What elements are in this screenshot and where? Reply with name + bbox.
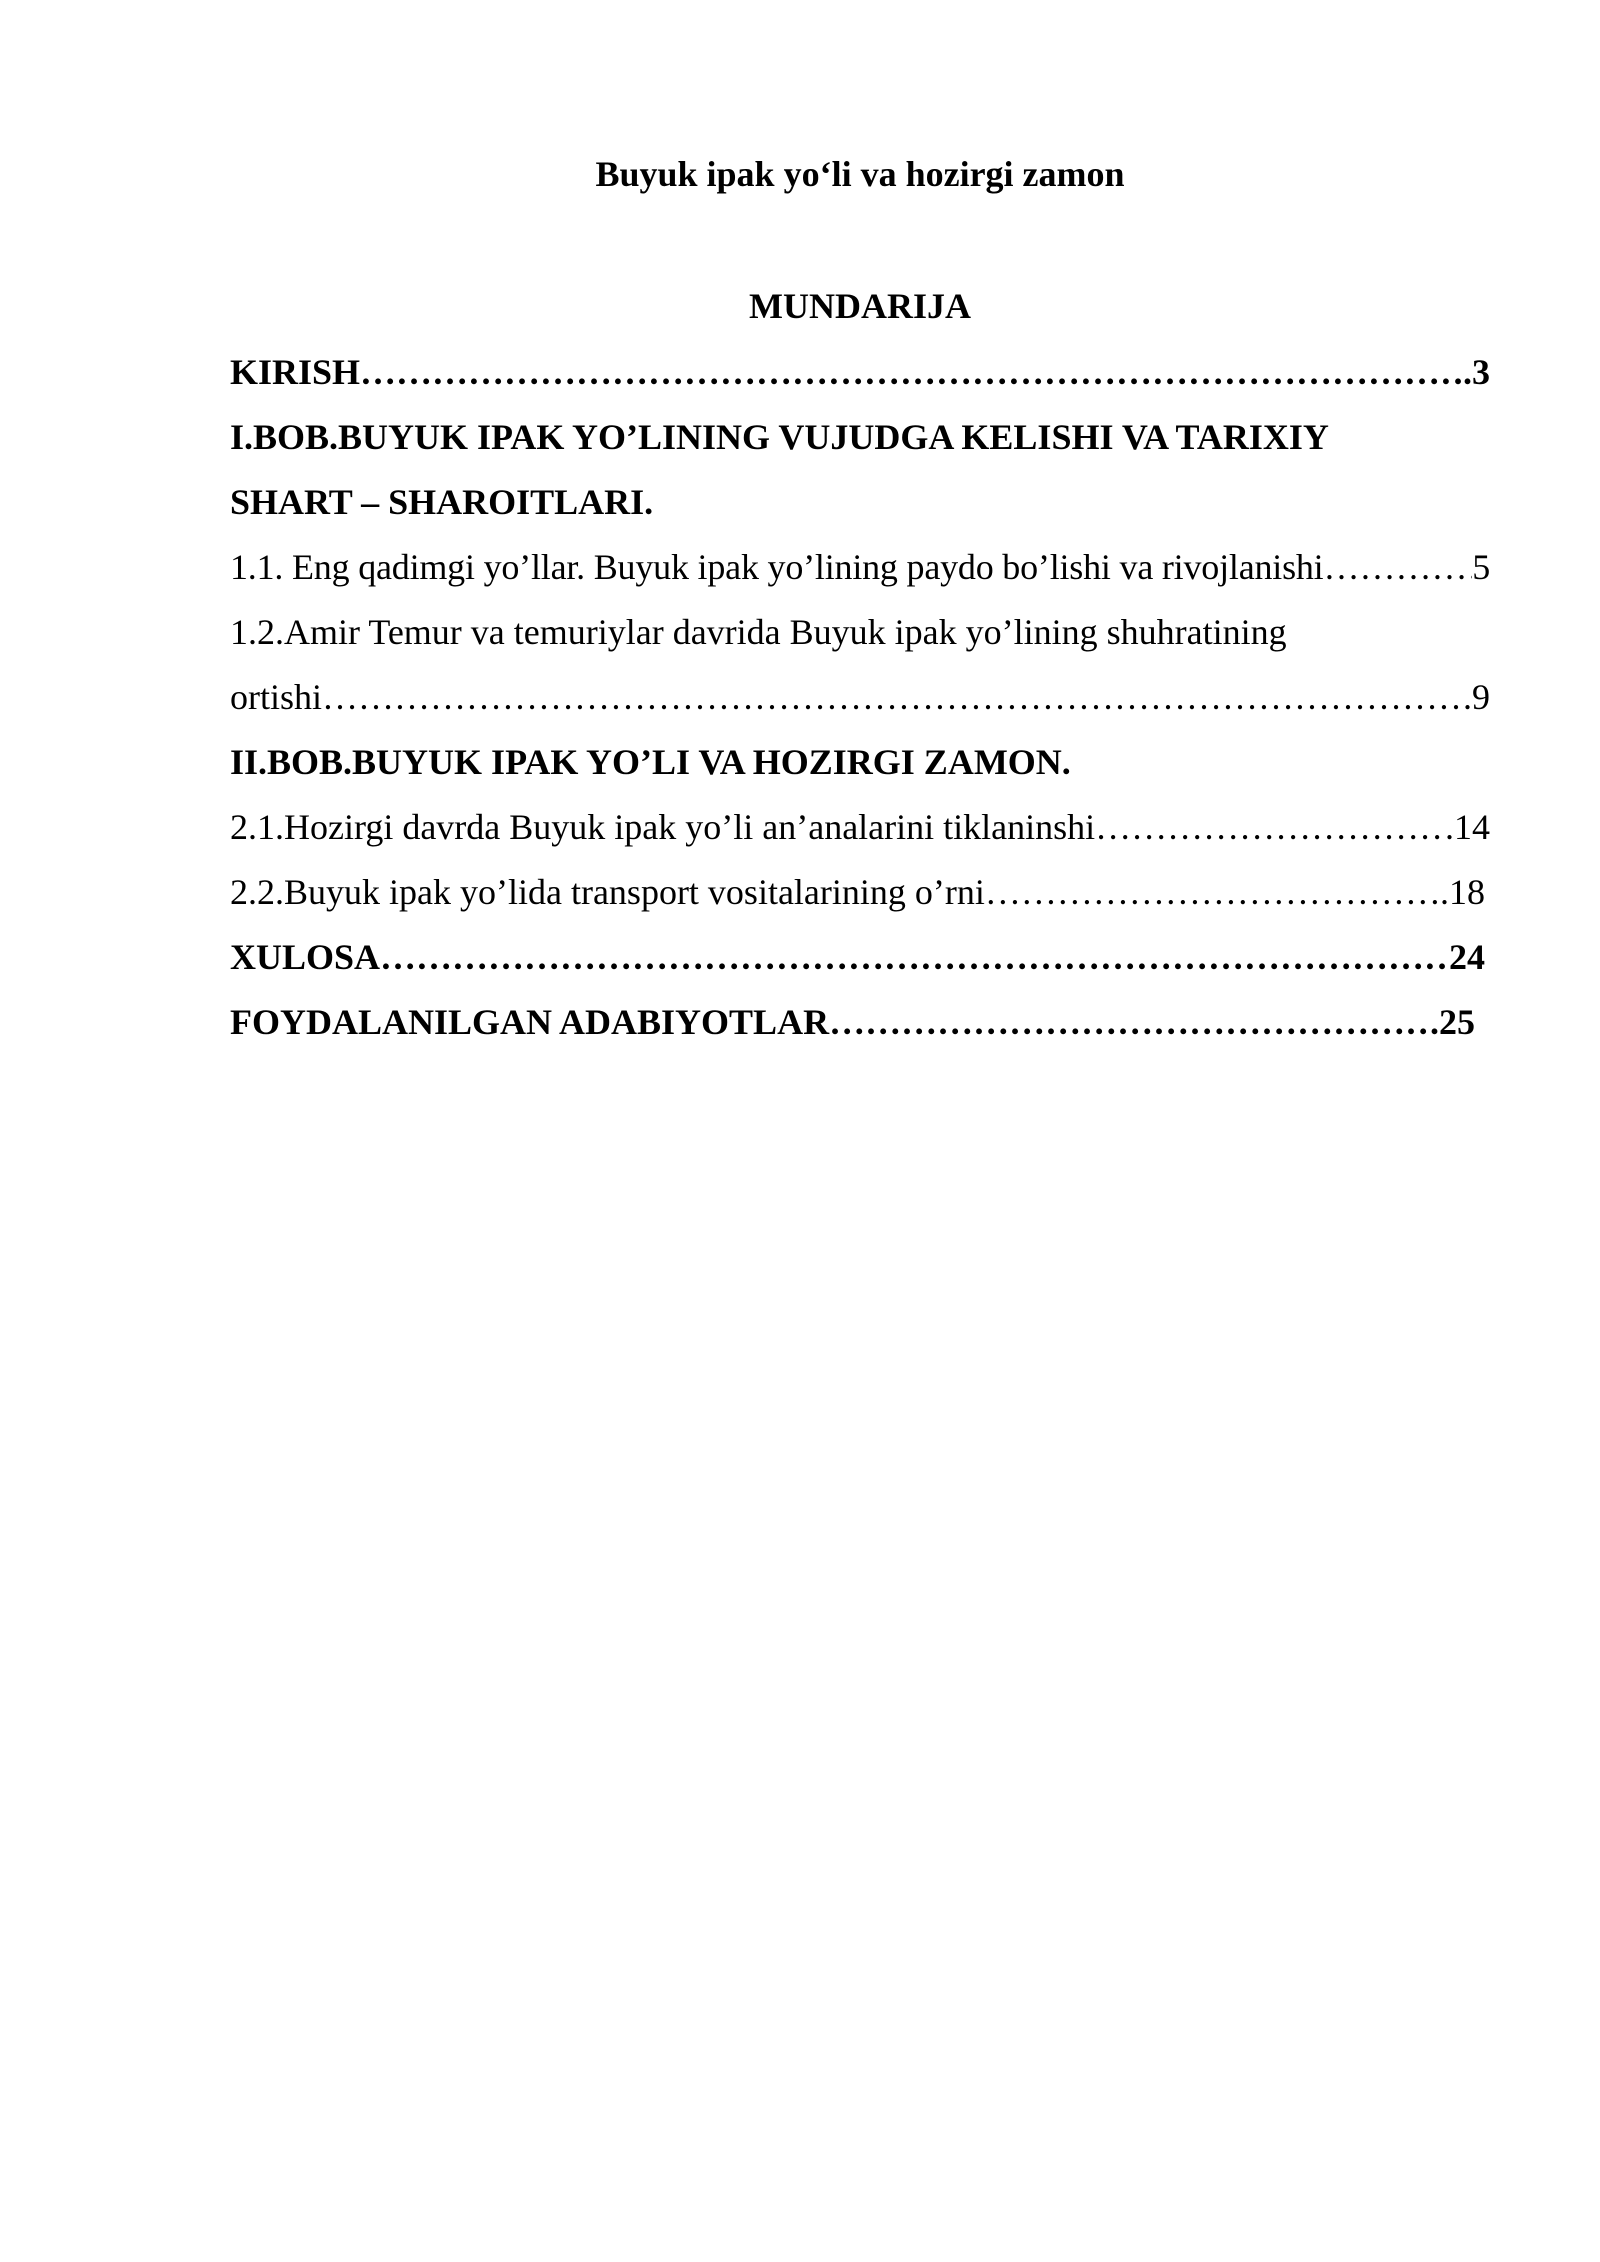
toc-entry-page: 5 [1472, 547, 1490, 587]
dot-leader [1323, 535, 1472, 600]
dot-leader [829, 990, 1430, 1055]
toc-entry-label: 2.2.Buyuk ipak yo’lida transport vositalarining o’rni [230, 872, 985, 912]
toc-entry-xulosa [230, 925, 1485, 990]
dot-leader [380, 925, 1449, 990]
toc-entry-label: SHART – SHAROITLARI. [230, 482, 654, 522]
toc-entry-1-2 [230, 600, 1490, 665]
toc-entry-adabiyotlar [230, 990, 1475, 1055]
toc-entry-chapter-1 [230, 405, 1490, 470]
toc-entry-label: 1.1. Eng qadimgi yo’llar. Buyuk ipak yo’lining paydo bo’lishi va rivojlanishi [230, 547, 1324, 587]
toc-entry-chapter-1-cont [230, 470, 1490, 535]
toc-entry-page: .14 [1445, 807, 1490, 847]
toc-entry-label: XULOSA [230, 937, 381, 977]
toc-entry-page: 24 [1449, 937, 1485, 977]
toc-entry-label: II.BOB.BUYUK IPAK YO’LI VA HOZIRGI ZAMON. [230, 742, 1071, 782]
toc-entry-label: 1.2.Amir Temur va temuriylar davrida Buyuk ipak yo’lining shuhratining [230, 612, 1287, 652]
toc-entry-1-1 [230, 535, 1490, 600]
toc-entry-page: .9 [1463, 677, 1490, 717]
document-title: Buyuk ipak yo‘li va hozirgi zamon [595, 154, 1125, 194]
toc-entry-page: .18 [1440, 872, 1485, 912]
dot-leader [360, 340, 1463, 405]
toc-entry-label: I.BOB.BUYUK IPAK YO’LINING VUJUDGA KELISHI VA TARIXIY [230, 417, 1329, 457]
toc-entry-page: .25 [1430, 1002, 1475, 1042]
toc-entry-label: FOYDALANILGAN ADABIYOTLAR [230, 1002, 830, 1042]
toc-heading: MUNDARIJA [749, 286, 971, 326]
toc-entry-label: KIRISH [230, 352, 361, 392]
toc-entry-label: 2.1.Hozirgi davrda Buyuk ipak yo’li an’analarini tiklaninshi [230, 807, 1096, 847]
toc-entry-kirish [230, 340, 1490, 405]
toc-entry-2-2 [230, 860, 1485, 925]
toc-entry-label: ortishi [230, 677, 323, 717]
table-of-contents [230, 340, 1490, 1055]
toc-entry-chapter-2 [230, 730, 1490, 795]
dot-leader [985, 860, 1440, 925]
toc-entry-1-2-cont [230, 665, 1490, 730]
dot-leader [1095, 795, 1445, 860]
toc-entry-page: .3 [1463, 352, 1490, 392]
dot-leader [322, 665, 1463, 730]
toc-entry-2-1 [230, 795, 1490, 860]
